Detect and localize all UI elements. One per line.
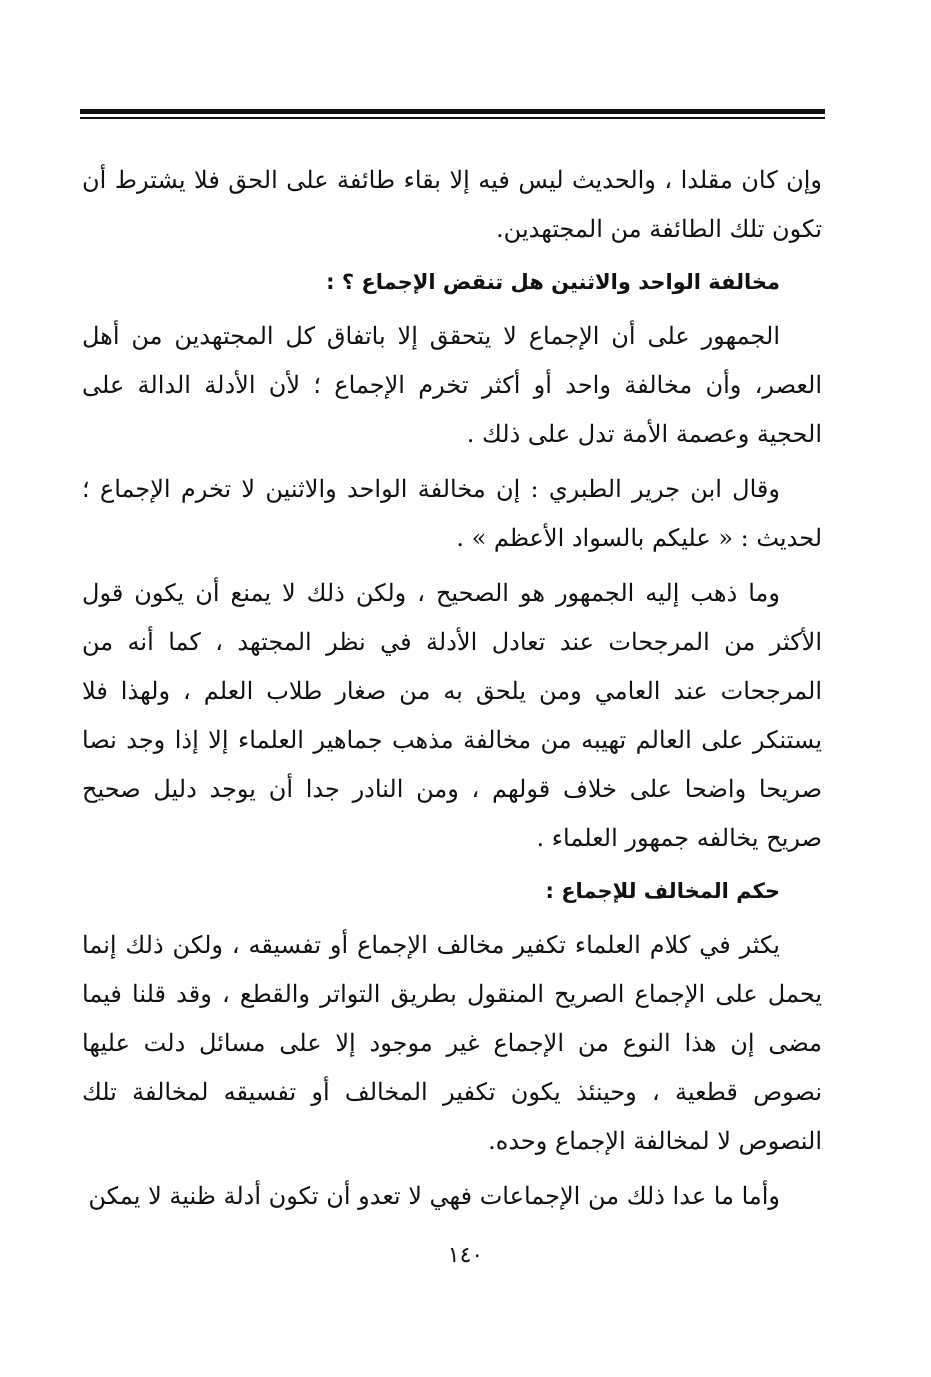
page-number: ١٤٠	[447, 1243, 484, 1268]
paragraph-majority-view: الجمهور على أن الإجماع لا يتحقق إلا باتفاق كل المجتهدين من أهل العصر، وأن مخالفة واحد أو أكثر تخرم الإجماع ؛ لأن الأدلة الدالة على الحجية وعصمة الأمة تدل على ذلك .	[82, 322, 822, 448]
paragraph-other-consensus: وأما ما عدا ذلك من الإجماعات فهي لا تعدو أن تكون أدلة ظنية لا يمكن	[88, 1182, 780, 1210]
paragraph-continuation: وإن كان مقلدا ، والحديث ليس فيه إلا بقاء طائفة على الحق فلا يشترط أن تكون تلك الطائفة من المجتهدين.	[82, 166, 822, 243]
section-heading-dissent: مخالفة الواحد والاثنين هل تنقض الإجماع ؟ :	[326, 270, 780, 294]
paragraph-ruling: يكثر في كلام العلماء تكفير مخالف الإجماع أو تفسيقه ، ولكن ذلك إنما يحمل على الإجماع الصريح المنقول بطريق التواتر والقطع ، وقد قلنا فيما مضى إن هذا النوع من الإجماع غير موجود إلا على مسائل دلت عليها نصوص قطعية ، وحينئذ يكون تكفير المخالف أو تفسيقه لمخالفة تلك النصوص لا لمخالفة الإجماع وحده.	[82, 931, 822, 1155]
header-rule-thin	[80, 117, 825, 119]
paragraph-tabari-view: وقال ابن جرير الطبري : إن مخالفة الواحد والاثنين لا تخرم الإجماع ؛ لحديث : « عليكم بالسواد الأعظم » .	[82, 475, 822, 552]
paragraph-correct-view: وما ذهب إليه الجمهور هو الصحيح ، ولكن ذلك لا يمنع أن يكون قول الأكثر من المرجحات عند تعادل الأدلة في نظر المجتهد ، كما أنه من المرجحات عند العامي ومن يلحق به من صغار طلاب العلم ، ولهذا فلا يستنكر على العالم تهيبه من مخالفة مذهب جماهير العلماء إلا إذا وجد نصا صريحا واضحا على خلاف قولهم ، ومن النادر جدا أن يوجد دليل صحيح صريح يخالفه جمهور العلماء .	[82, 579, 822, 852]
page-body	[82, 156, 822, 1227]
header-rule-thick	[80, 109, 825, 114]
section-heading-ruling: حكم المخالف للإجماع :	[545, 879, 780, 903]
